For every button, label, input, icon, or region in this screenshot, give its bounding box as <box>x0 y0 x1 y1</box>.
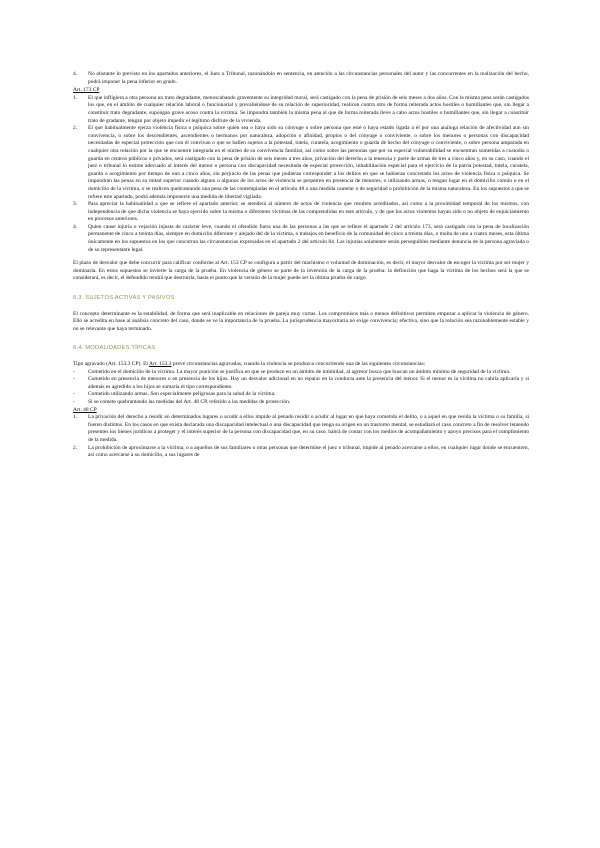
list-number: 2. <box>73 125 78 132</box>
bullet-item <box>73 369 529 377</box>
list-text: La privación del derecho a residir en determinados lugares o acudir a ellos impide al penado residir o acudir al lugar en que haya cometido el delito, o a aquel en que resida la víctima o su familia, si fueren distintos. En los casos en que exista declarada una discapacidad intelectual o una discapacidad que tenga su origen en un trastorno mental, se estudiará el caso concreto a fin de resolver teniendo presentes los bienes jurídicos a proteger y el interés superior de la persona con discapacidad que, en su caso, habrá de contar con los medios de acompañamiento y apoyo precisos para el cumplimiento de la medida. <box>88 414 529 443</box>
list-number: 1. <box>73 94 78 101</box>
list-item <box>73 95 529 125</box>
bullet-dash: - <box>73 391 75 398</box>
list-item <box>73 445 529 460</box>
list-text: No obstante lo previsto en los apartados anteriores, el Juez o Tribunal, razonándolo en sentencia, en atención a las circunstancias personales del autor y las concurrentes en la realización del hecho, podrá imponer la pena inferior en grado. <box>88 71 529 85</box>
bullet-dash: - <box>73 398 75 405</box>
article-48-link[interactable]: Art. 48 CP <box>73 406 97 413</box>
bullet-item <box>73 399 529 407</box>
list-item <box>73 71 529 86</box>
bullet-item <box>73 391 529 399</box>
section-heading: 6.4. MODALIDADES TÍPICAS <box>73 345 156 352</box>
bullet-item <box>73 376 529 391</box>
article-153-link[interactable]: Art. 153.3 <box>149 361 172 367</box>
list-number: 1. <box>73 414 78 421</box>
list-text: Para apreciar la habitualidad a que se refiere el apartado anterior, se atenderá al número de actos de violencia que resulten acreditados, así como a la proximidad temporal de los mismos, con independencia de que dicha violencia se haya ejercido sobre la misma o diferentes víctimas de las comprendidas en este artículo, y de que los actos violentos hayan sido o no objeto de enjuiciamiento en procesos anteriores. <box>88 201 529 223</box>
paragraph: El plazo de desvalor que debe concurrir para calificar conforme al Art. 153 CP se configura a partir del machismo o voluntad de dominación, es decir, el mayor desvalor de escoger la víctima por ser mujer y dominarla. En estos supuestos se invierte la carga de la prueba. En violencia de género se parte de la inversión de la carga de la prueba: la definición que haga la víctima de los hechos será la que se considerará, es decir, el defendido tendrá que destruirla, hasta el punto que la versión de la mujer puede ser la última prueba de cargo. <box>73 260 529 282</box>
list-text: Quien cause injuria o vejación injusta de carácter leve, cuando el ofendido fuera una de las personas a las que se refiere el apartado 2 del artículo 173, será castigado con la pena de localización permanente de cinco a treinta días, siempre en domicilio diferente y alejado del de la víctima, o trabajos en beneficio de la comunidad de cinco a treinta días, o multa de uno a cuatro meses, esta última únicamente en los supuestos en los que concurran las circunstancias expresadas en el apartado 2 del artículo 84. Las injurias solamente serán perseguibles mediante denuncia de la persona agraviada o de su representante legal. <box>88 223 529 253</box>
paragraph <box>73 361 529 369</box>
list-item <box>73 125 529 201</box>
paragraph-text: prevé circunstancias agravadas, cuando la violencia se produzca concurriendo una de las siguientes circunstancias: <box>171 361 426 367</box>
list-item <box>73 414 529 444</box>
list-number: 4. <box>73 71 78 77</box>
document-body <box>73 71 529 460</box>
list-item <box>73 201 529 224</box>
list-number: 4. <box>73 223 78 230</box>
list-text: La prohibición de aproximarse a la víctima, o a aquellos de sus familiares u otras personas que determine el juez o tribunal, impide al penado acercarse a ellos, en cualquier lugar donde se encuentren, así como acercarse a su domicilio, a sus lugares de <box>88 444 529 459</box>
list-text: El que infligiera a otra persona un trato degradante, menoscabando gravemente su integridad moral, será castigado con la pena de prisión de seis meses a dos años. Con la misma pena serán castigados los que, en el ámbito de cualquier relación laboral o funcionarial y prevaliéndose de su relación de superioridad, realicen contra otro de forma reiterada actos hostiles o humillantes que, sin llegar a constituir trato degradante, supongan grave acoso contra la víctima. Se impondrá también la misma pena al que de forma reiterada lleve a cabo actos hostiles o humillantes que, sin llegar a constituir trato de gradante, tengan por objeto impedir el legítimo disfrute de la vivienda. <box>88 94 529 124</box>
paragraph: El concepto determinante es la estabilidad, de forma que será inaplicable en relaciones de pareja muy cortas. Los compromisos más o menos definitivos permiten empezar a aplicar la violencia de género. Ello se acredita en base al análisis concreto del caso, donde se ve la importancia de la prueba. La jurisprudencia mayoritaria no exige convivencia; efectiva, sino que la relación sea razonablemente estable y no se relevante que haya terminado. <box>73 310 529 332</box>
article-label[interactable] <box>73 87 529 95</box>
section-heading: 6.3. SUJETOS ACTIVAS Y PASIVOS <box>73 295 175 302</box>
bullet-text: Cometido utilizando armas. Son especialmente peligrosas para la salud de la víctima. <box>88 391 276 398</box>
list-text: El que habitualmente ejerza violencia física o psíquica sobre quien sea o haya sido su cónyuge o sobre persona que esté o haya estado ligada a él por una análoga relación de afectividad aun sin convivencia, o sobre los descendientes, ascendientes o hermanos por naturaleza, adopción o afinidad, propios o del cónyuge o conviviente, o sobre los menores o personas con discapacidad necesitadas de especial protección que con él convivan o que se hallen sujetos a la potestad, tutela, curatela, acogimiento o guarda de hecho del cónyuge o conviviente, o sobre persona amparada en cualquier otra relación por la que se encuentre integrada en el núcleo de su convivencia familiar, así como sobre las personas que por su especial vulnerabilidad se encuentran sometidas a custodia o guarda en centros públicos o privados, será castigado con la pena de prisión de seis meses a tres años, privación del derecho a la tenencia y porte de armas de tres a cinco años y, en su caso, cuando el juez o tribunal lo estime adecuado al interés del menor o persona con discapacidad necesitada de especial protección, inhabilitación especial para el ejercicio de la patria potestad, tutela, curatela, guarda o acogimiento por tiempo de uno a cinco años, sin perjuicio de las penas que pudieran corresponder a los delitos en que se hubieran concretado los actos de violencia física o psíquica. Se impondrán las penas en su mitad superior cuando alguno o algunos de los actos de violencia se perpetren en presencia de menores, o utilizando armas, o tengan lugar en el domicilio común o en el domicilio de la víctima, o se realicen quebrantando una pena de las contempladas en el artículo 48 o una medida cautelar o de seguridad o prohibición de la misma naturaleza. En los supuestos a que se refiere este apartado, podrá además imponerse una medida de libertad vigilada. <box>88 125 529 200</box>
article-173-link[interactable]: Art. 173 CP <box>73 87 100 94</box>
bullet-text: Cometido en presencia de menores o en presencia de los hijos. Hay un desvalor adicional en no reparar en la conducta ante la presencia del menor. Si el menor es la víctima no cabría aplicarla y si además es agredido a los hijos se sumaría el tipo correspondiente. <box>88 376 529 390</box>
bullet-text: Cometido en el domicilio de la víctima. La mayor punición se justifica en que se produce en un ámbito de intimidad, al agresor busca que buscan un ámbito mínimo de seguridad de la víctima. <box>88 368 511 375</box>
paragraph-text: Tipo agravado (Art. 153.3 CP). El <box>73 361 150 367</box>
bullet-dash: - <box>73 376 75 383</box>
list-number: 2. <box>73 444 78 451</box>
bullet-text: Si se comete quebrantando las medidas del Art. 48 CP, referido a las medidas de protección. <box>88 398 291 405</box>
list-number: 3. <box>73 201 78 208</box>
bullet-dash: - <box>73 368 75 375</box>
list-item <box>73 224 529 254</box>
